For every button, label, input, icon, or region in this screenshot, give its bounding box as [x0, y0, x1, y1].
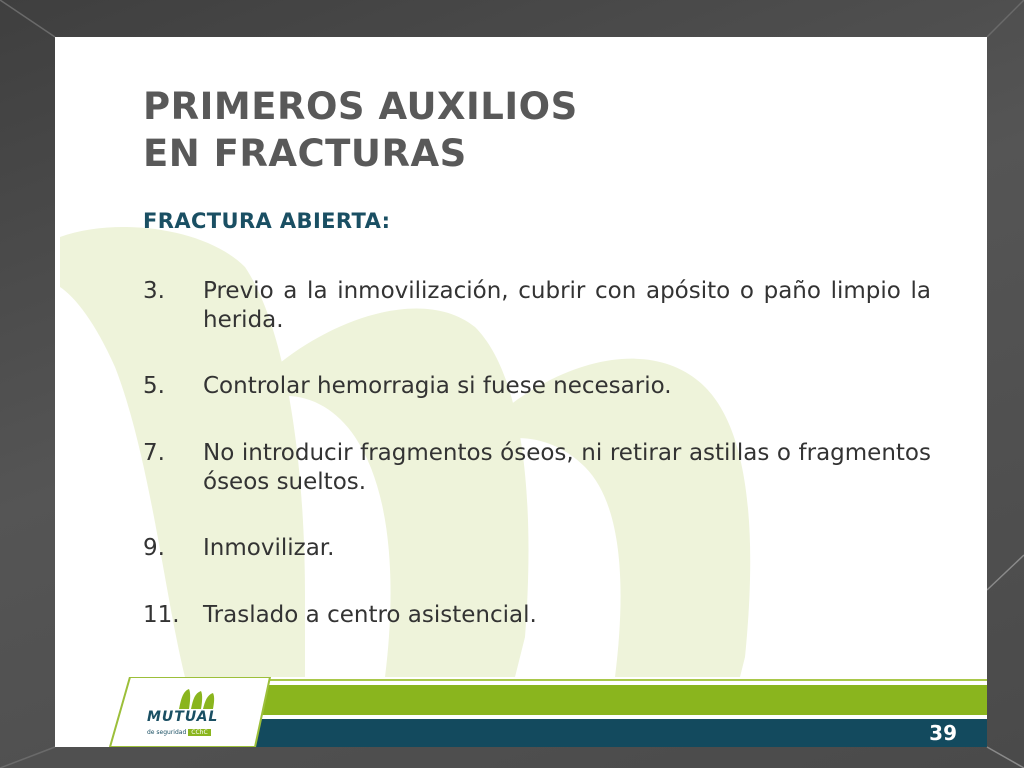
list-item-text: Traslado a centro asistencial. [203, 602, 537, 628]
numbered-list [143, 277, 931, 630]
logo-tagline [147, 729, 211, 736]
list-item-text: Previo a la inmovilización, cubrir con apósito o paño limpio la herida. [203, 278, 931, 333]
title-line-1: PRIMEROS AUXILIOS [143, 85, 578, 128]
list-item [143, 534, 931, 563]
list-item-number: 11. [143, 602, 180, 628]
list-item [143, 372, 931, 401]
page-number: 39 [929, 721, 957, 745]
logo-badge: CChC [188, 729, 210, 736]
list-item-text: No introducir fragmentos óseos, ni retirar astillas o fragmentos óseos sueltos. [203, 440, 931, 495]
title-line-2: EN FRACTURAS [143, 132, 467, 175]
logo-tagline-text: de seguridad [147, 729, 187, 736]
slide [55, 37, 987, 747]
page-title [143, 83, 578, 177]
list-item-number: 9. [143, 535, 165, 561]
list-item [143, 601, 931, 630]
footer-bar [55, 677, 987, 747]
list-item-text: Inmovilizar. [203, 535, 335, 561]
list-item-number: 5. [143, 373, 165, 399]
list-item-number: 7. [143, 440, 165, 466]
logo-mark-icon [177, 685, 217, 711]
list-item [143, 439, 931, 497]
list-item-number: 3. [143, 278, 165, 304]
section-heading: FRACTURA ABIERTA: [143, 209, 391, 233]
mutual-logo [125, 685, 275, 745]
logo-text: MUTUAL [147, 709, 219, 725]
list-item [143, 277, 931, 335]
list-item-text: Controlar hemorragia si fuese necesario. [203, 373, 672, 399]
